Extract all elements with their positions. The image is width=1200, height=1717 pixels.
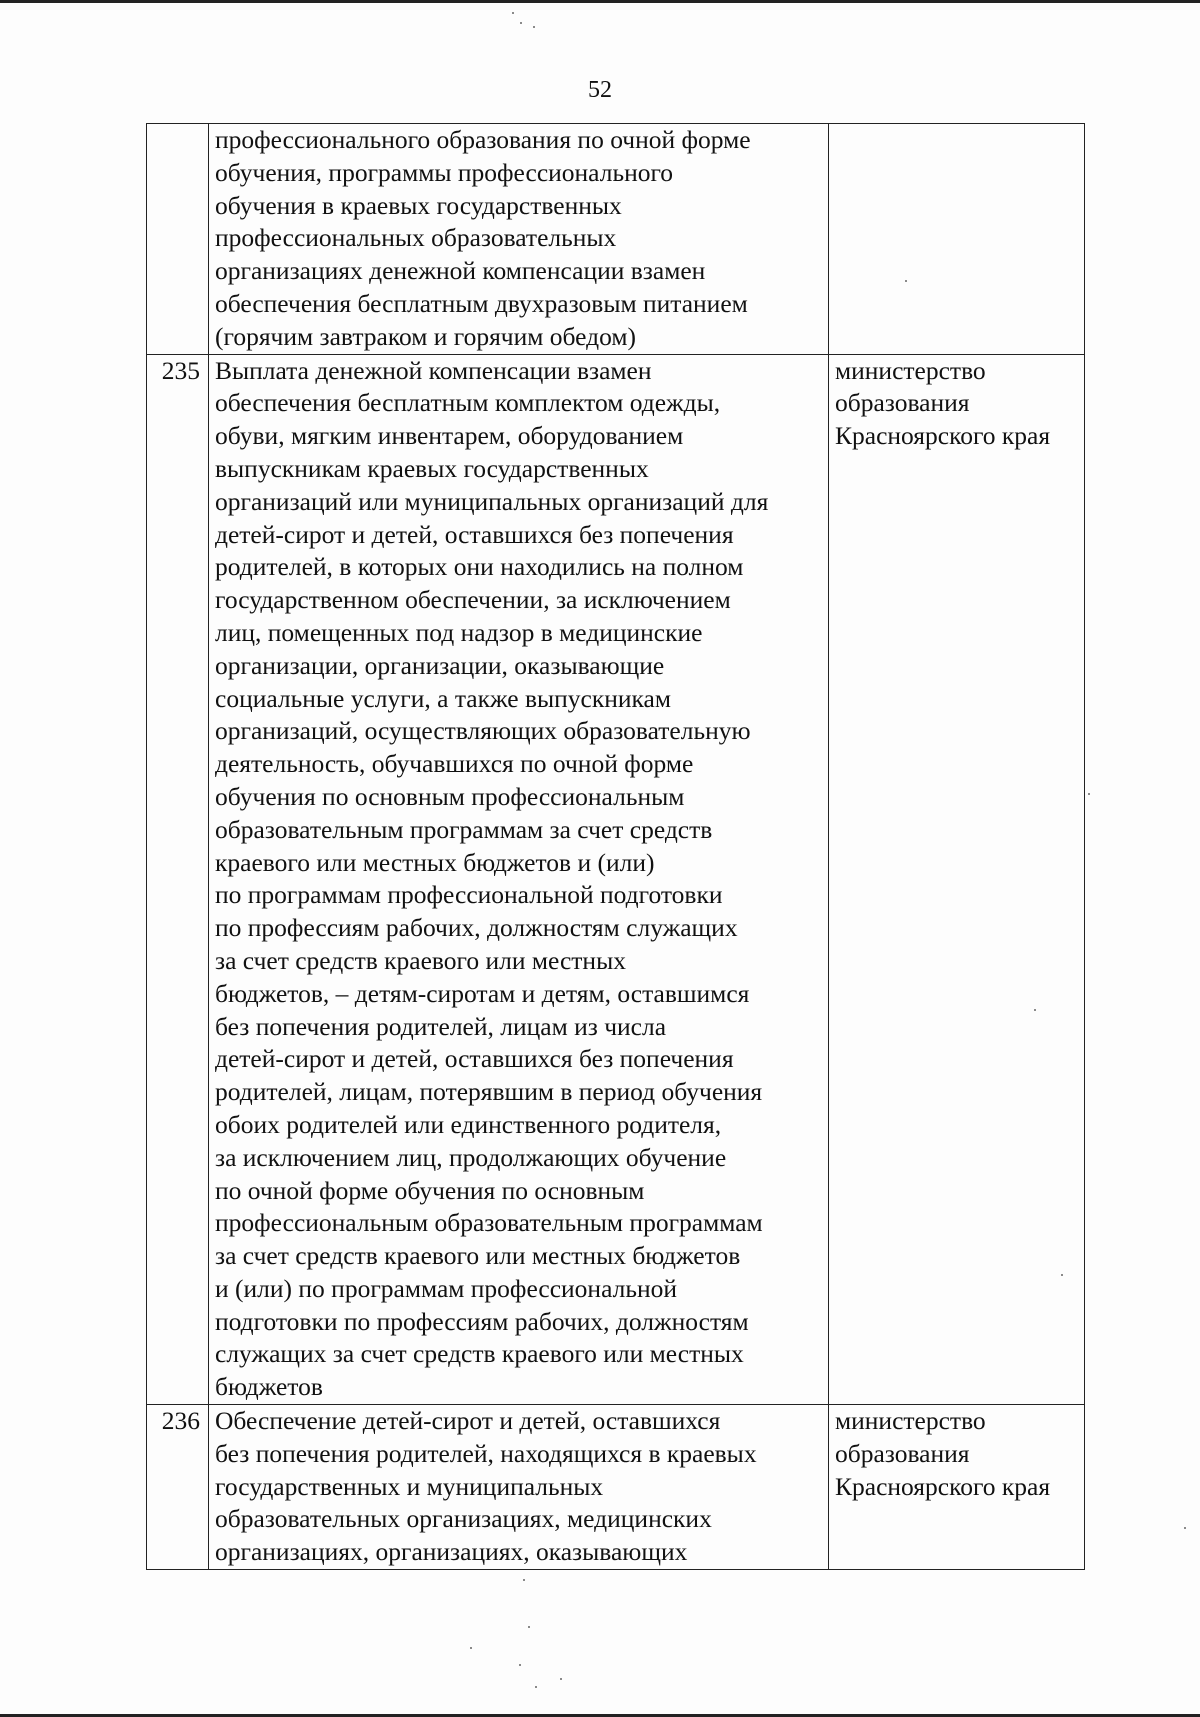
description-line: Обеспечение детей-сирот и детей, оставшихся xyxy=(215,1406,721,1436)
description-line: подготовки по профессиям рабочих, должностям xyxy=(215,1306,749,1336)
executor-line: Красноярского края xyxy=(835,1471,1051,1501)
measure-description-cell xyxy=(209,124,829,355)
description-line: без попечения родителей, лицам из числа xyxy=(215,1011,667,1041)
description-line: за исключением лиц, продолжающих обучение xyxy=(215,1142,727,1172)
description-line: лиц, помещенных под надзор в медицинские xyxy=(215,617,703,647)
description-line: детей-сирот и детей, оставшихся без попечения xyxy=(215,519,734,549)
description-line: организациях, организациях, оказывающих xyxy=(215,1537,688,1567)
executor-line: образования xyxy=(835,1438,970,1468)
description-line: бюджетов xyxy=(215,1372,323,1402)
description-line: обучения по основным профессиональным xyxy=(215,781,685,811)
description-line: обучения в краевых государственных xyxy=(215,190,622,220)
description-line: обеспечения бесплатным двухразовым питанием xyxy=(215,288,748,318)
executor-line: образования xyxy=(835,388,970,418)
description-line: образовательным программам за счет средств xyxy=(215,814,713,844)
description-line: служащих за счет средств краевого или местных xyxy=(215,1339,744,1369)
description-line: образовательных организациях, медицинских xyxy=(215,1504,712,1534)
description-line: деятельность, обучавшихся по очной форме xyxy=(215,749,694,779)
description-line: обоих родителей или единственного родителя, xyxy=(215,1109,722,1139)
description-line: родителей, в которых они находились на полном xyxy=(215,552,744,582)
executor-cell xyxy=(829,354,1085,1405)
description-line: детей-сирот и детей, оставшихся без попечения xyxy=(215,1044,734,1074)
description-line: краевого или местных бюджетов и (или) xyxy=(215,847,655,877)
description-line: профессионального образования по очной форме xyxy=(215,125,751,154)
description-line: за счет средств краевого или местных xyxy=(215,945,626,975)
description-line: организациях денежной компенсации взамен xyxy=(215,256,706,286)
description-line: обеспечения бесплатным комплектом одежды, xyxy=(215,388,721,418)
description-line: по профессиям рабочих, должностям служащих xyxy=(215,913,738,943)
description-line: Выплата денежной компенсации взамен xyxy=(215,355,652,385)
description-line: социальные услуги, а также выпускникам xyxy=(215,683,671,713)
description-line: государственных и муниципальных xyxy=(215,1471,604,1501)
description-line: профессиональных образовательных xyxy=(215,223,617,253)
description-line: за счет средств краевого или местных бюджетов xyxy=(215,1241,741,1271)
executor-line: министерство xyxy=(835,355,986,385)
description-line: выпускникам краевых государственных xyxy=(215,453,649,483)
description-line: государственном обеспечении, за исключением xyxy=(215,585,731,615)
executor-cell xyxy=(829,1405,1085,1570)
description-line: профессиональным образовательным программам xyxy=(215,1208,763,1238)
row-number-cell: 235 xyxy=(147,354,209,1405)
measure-description-cell xyxy=(209,354,829,1405)
table-row xyxy=(147,354,1085,1405)
description-line: родителей, лицам, потерявшим в период обучения xyxy=(215,1077,763,1107)
description-line: обуви, мягким инвентарем, оборудованием xyxy=(215,421,684,451)
executor-line: Красноярского края xyxy=(835,421,1051,451)
description-line: бюджетов, – детям-сиротам и детям, оставшимся xyxy=(215,978,750,1008)
description-line: (горячим завтраком и горячим обедом) xyxy=(215,321,637,351)
description-line: и (или) по программам профессиональной xyxy=(215,1273,678,1303)
description-line: по программам профессиональной подготовки xyxy=(215,880,723,910)
description-line: обучения, программы профессионального xyxy=(215,157,674,187)
top-border-line xyxy=(0,0,1200,3)
executor-cell xyxy=(829,124,1085,355)
row-number-cell xyxy=(147,124,209,355)
executor-line: министерство xyxy=(835,1406,986,1436)
page-number: 52 xyxy=(588,77,612,103)
description-line: организаций или муниципальных организаций для xyxy=(215,486,769,516)
description-line: по очной форме обучения по основным xyxy=(215,1175,645,1205)
table-row xyxy=(147,1405,1085,1570)
description-line: организации, организации, оказывающие xyxy=(215,650,665,680)
description-line: организаций, осуществляющих образовательную xyxy=(215,716,751,746)
row-number-cell: 236 xyxy=(147,1405,209,1570)
measure-description-cell xyxy=(209,1405,829,1570)
description-line: без попечения родителей, находящихся в краевых xyxy=(215,1438,757,1468)
table-row xyxy=(147,124,1085,355)
measures-table xyxy=(146,123,1085,1570)
